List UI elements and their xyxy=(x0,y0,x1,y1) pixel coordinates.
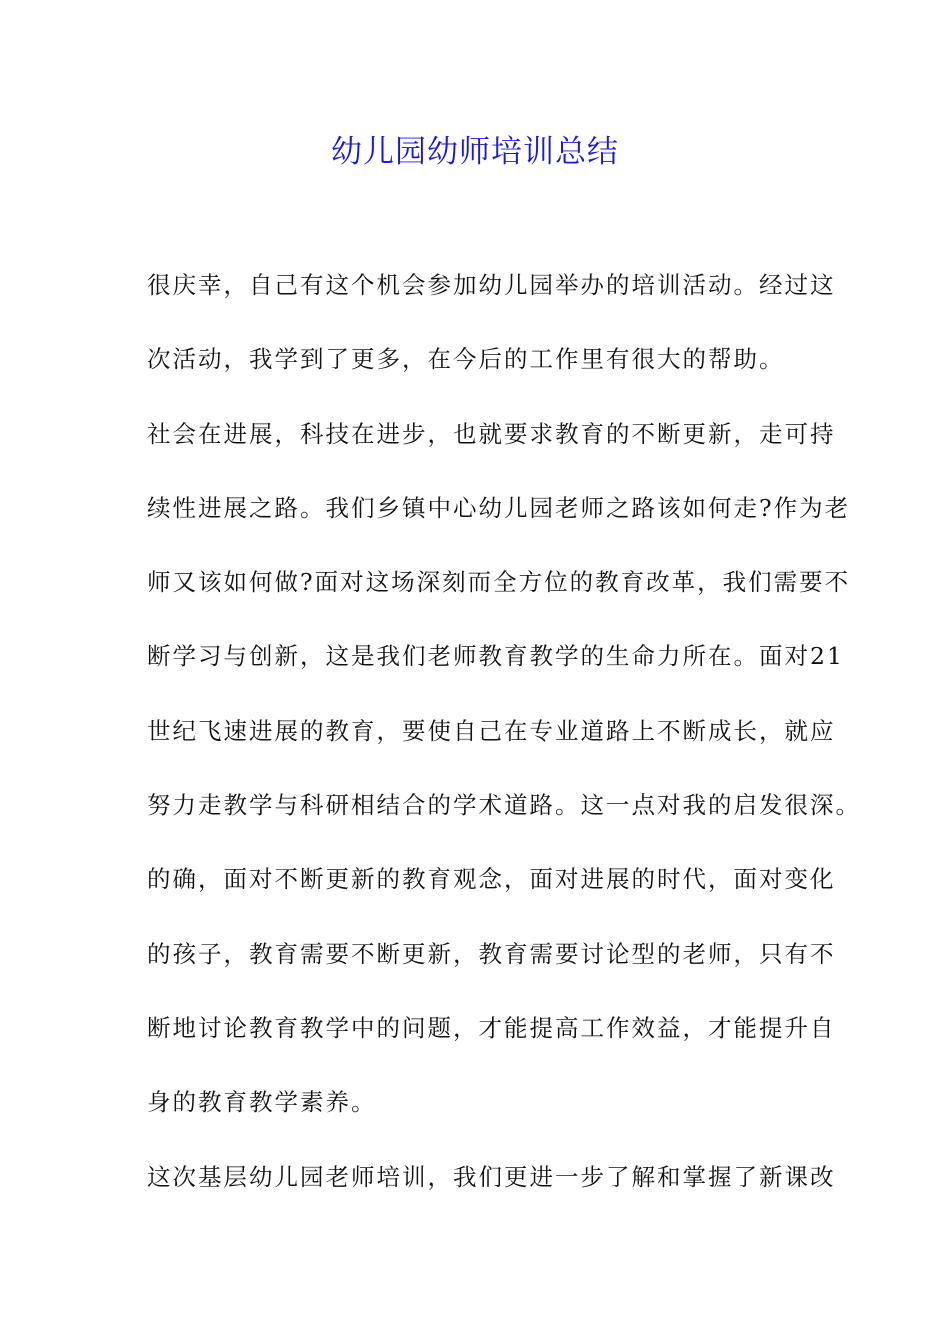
text-line: 这次基层幼儿园老师培训，我们更进一步了解和掌握了新课改 xyxy=(147,1162,836,1191)
text-line: 次活动，我学到了更多，在今后的工作里有很大的帮助。 xyxy=(147,345,785,374)
text-line: 续性进展之路。我们乡镇中心幼儿园老师之路该如何走?作为老 xyxy=(147,493,851,522)
text-line: 世纪飞速进展的教育，要使自己在专业道路上不断成长，就应 xyxy=(147,716,836,745)
text-line: 师又该如何做?面对这场深刻而全方位的教育改革，我们需要不 xyxy=(147,568,851,597)
text-line: 身的教育教学素养。 xyxy=(147,1088,377,1117)
text-line: 的孩子，教育需要不断更新，教育需要讨论型的老师，只有不 xyxy=(147,939,836,968)
text-line: 断地讨论教育教学中的问题，才能提高工作效益，才能提升自 xyxy=(147,1013,836,1042)
text-line: 很庆幸，自己有这个机会参加幼儿园举办的培训活动。经过这 xyxy=(147,271,836,299)
text-line: 社会在进展，科技在进步，也就要求教育的不断更新，走可持 xyxy=(147,419,836,448)
text-line: 的确，面对不断更新的教育观念，面对进展的时代，面对变化 xyxy=(147,865,836,894)
text-line: 努力走教学与科研相结合的学术道路。这一点对我的启发很深。 xyxy=(147,791,861,820)
text-line: 断学习与创新，这是我们老师教育教学的生命力所在。面对21 xyxy=(147,642,844,671)
document-title: 幼儿园幼师培训总结 xyxy=(331,134,619,170)
document-body xyxy=(147,264,861,1230)
